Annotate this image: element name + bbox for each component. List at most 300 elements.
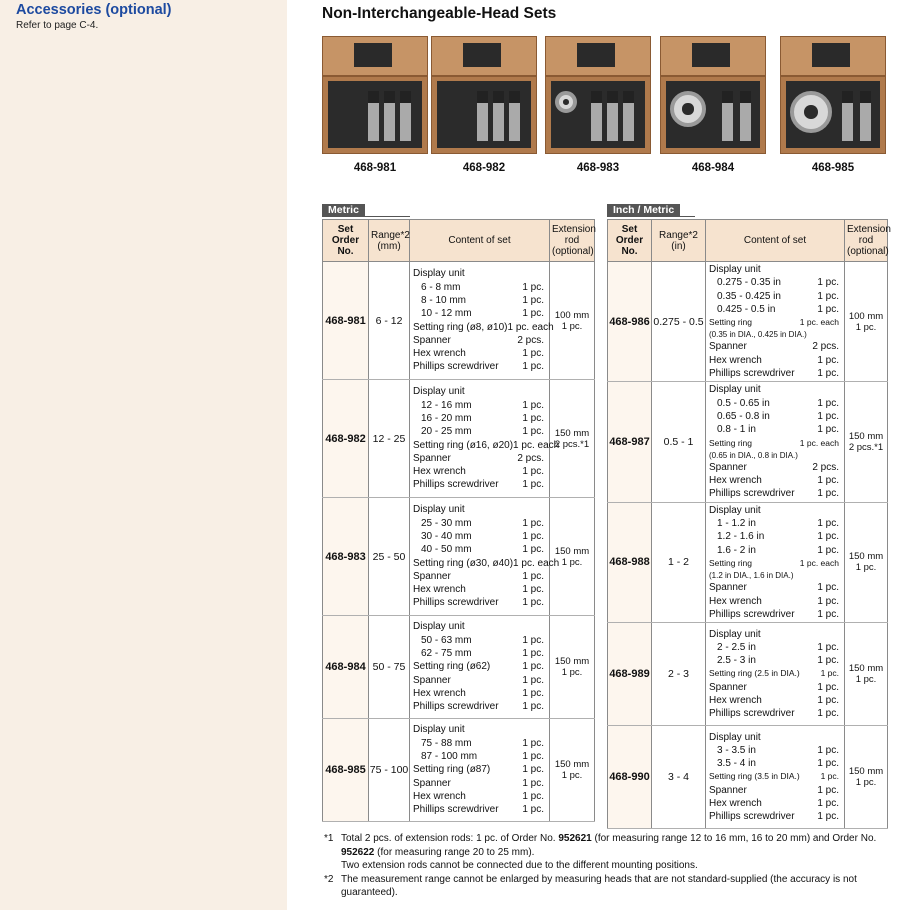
content-item xyxy=(413,439,560,452)
range-cell: 12 - 25 xyxy=(369,380,410,498)
content-item xyxy=(709,810,841,823)
content-item xyxy=(413,790,546,803)
inch-header-order: Set Order No. xyxy=(608,220,652,262)
content-item xyxy=(413,267,546,280)
footnote-1 xyxy=(324,832,894,873)
set-order-no: 468-986 xyxy=(608,262,652,382)
metric-header-content: Content of set xyxy=(410,220,550,262)
content-cell xyxy=(410,262,554,380)
metric-header-order: Set Order No. xyxy=(323,220,369,262)
content-item-name: 87 - 100 mm xyxy=(421,751,478,763)
set-order-no: 468-984 xyxy=(323,616,369,719)
content-item xyxy=(413,360,546,373)
content-item-qty: 1 pc. xyxy=(522,764,544,776)
extension-rod-qty: 1 pc. xyxy=(561,667,583,678)
content-item-qty xyxy=(544,620,546,633)
content-item xyxy=(413,700,546,713)
table-row xyxy=(608,623,888,726)
content-item xyxy=(413,465,546,478)
content-item-qty: 1 pc. xyxy=(522,701,544,713)
content-item-name: Setting ring (2.5 in DIA.) xyxy=(709,668,800,679)
extension-rod-qty: 1 pc. xyxy=(561,770,583,781)
footnote-2-mark: *2 xyxy=(324,873,334,885)
content-item-name: Display unit xyxy=(709,384,761,396)
product-photo xyxy=(431,36,537,154)
content-item xyxy=(413,452,546,465)
content-item xyxy=(413,425,546,438)
content-item-name: Display unit xyxy=(709,628,761,640)
content-item-qty: 1 pc. xyxy=(522,661,544,673)
content-item xyxy=(413,543,546,556)
content-item-name: Setting ring (ø87) xyxy=(413,764,491,776)
table-row xyxy=(608,382,888,502)
content-item-name: 6 - 8 mm xyxy=(421,281,461,293)
set-order-no: 468-983 xyxy=(323,498,369,616)
range-cell: 75 - 100 xyxy=(369,719,410,822)
product-photo-label: 468-983 xyxy=(576,162,620,174)
content-item-qty: 1 pc. xyxy=(522,412,544,424)
content-item xyxy=(709,367,841,380)
content-item xyxy=(413,294,546,307)
content-item-qty: 1 pc. xyxy=(817,488,839,500)
content-item-qty: 1 pc. xyxy=(817,303,839,315)
inch-tag-rule xyxy=(607,216,695,217)
content-item-qty: 1 pc. each xyxy=(513,557,560,569)
content-item-qty: 1 pc. xyxy=(522,294,544,306)
content-item-name: 50 - 63 mm xyxy=(421,634,472,646)
content-item-qty xyxy=(839,383,841,396)
accessories-reference: Refer to page C-4. xyxy=(16,20,99,31)
footnote-2 xyxy=(324,873,894,900)
content-item-qty xyxy=(544,267,546,280)
content-item xyxy=(413,503,546,516)
content-item-qty: 1 pc. xyxy=(820,668,839,679)
content-item-name: 16 - 20 mm xyxy=(421,412,472,424)
extension-rod-cell xyxy=(845,502,888,622)
content-item-name: 75 - 88 mm xyxy=(421,737,472,749)
content-item-qty xyxy=(544,723,546,736)
set-order-no: 468-988 xyxy=(608,502,652,622)
content-item-qty: 2 pcs. xyxy=(812,461,839,473)
extension-rod-qty: 1 pc. xyxy=(855,321,877,333)
content-item-name: Phillips screwdriver xyxy=(709,708,795,720)
table-row xyxy=(323,498,595,616)
content-item-qty: 1 pc. xyxy=(817,582,839,594)
content-item xyxy=(413,307,546,320)
content-item-qty: 1 pc. xyxy=(817,784,839,796)
extension-rod-cell xyxy=(550,719,595,822)
content-item-qty: 1 pc. xyxy=(522,348,544,360)
content-item-name: Hex wrench xyxy=(413,790,466,802)
content-cell xyxy=(706,623,845,726)
content-item-qty xyxy=(839,263,841,276)
content-item xyxy=(413,478,546,491)
content-item xyxy=(413,723,546,736)
content-item-qty: 1 pc. xyxy=(817,655,839,667)
content-item-name: Display unit xyxy=(413,621,465,633)
extension-rod-length: 150 mm xyxy=(554,656,590,667)
content-item xyxy=(413,750,546,763)
content-item-qty: 2 pcs. xyxy=(812,341,839,353)
content-item-qty: 1 pc. xyxy=(522,648,544,660)
content-item-qty: 1 pc. xyxy=(522,281,544,293)
content-item-name: Phillips screwdriver xyxy=(709,608,795,620)
setting-ring-note: (0.65 in DIA., 0.8 in DIA.) xyxy=(709,450,798,460)
content-item-name: Hex wrench xyxy=(413,687,466,699)
content-cell xyxy=(410,380,560,498)
footnote-1-line2: Two extension rods cannot be connected due to the different mounting positions. xyxy=(341,860,698,871)
content-item-name: Spanner xyxy=(709,341,747,353)
extension-rod-cell xyxy=(845,262,888,382)
content-item xyxy=(709,784,841,797)
content-item-name: Hex wrench xyxy=(709,695,762,707)
content-item xyxy=(709,397,841,410)
content-item-name: 1 - 1.2 in xyxy=(717,518,756,530)
content-item-name: Setting ring (ø16, ø20) xyxy=(413,439,514,451)
content-item xyxy=(709,628,841,641)
table-row xyxy=(323,262,595,380)
content-item xyxy=(709,731,841,744)
content-item-name: Display unit xyxy=(709,264,761,275)
content-cell xyxy=(706,502,845,622)
content-item xyxy=(709,263,841,276)
content-item-qty: 1 pc. xyxy=(817,354,839,366)
content-item xyxy=(709,797,841,810)
extension-rod-cell xyxy=(550,262,595,380)
extension-rod-qty: 1 pc. xyxy=(561,556,583,568)
table-row xyxy=(323,719,595,822)
content-item-name: 8 - 10 mm xyxy=(421,294,467,306)
setting-ring-note: (1.2 in DIA., 1.6 in DIA.) xyxy=(709,571,794,581)
content-item-qty: 1 pc. xyxy=(522,544,544,556)
content-item-name: Setting ring (3.5 in DIA.) xyxy=(709,771,800,782)
product-photo-label: 468-982 xyxy=(462,162,506,174)
content-item-qty: 1 pc. xyxy=(817,695,839,707)
content-item xyxy=(413,334,546,347)
content-item-name: 3 - 3.5 in xyxy=(717,744,756,756)
content-item-name: Phillips screwdriver xyxy=(709,488,795,500)
extension-rod-length: 150 mm xyxy=(554,545,590,557)
footnote-1-part3: (for measuring range 20 to 25 mm). xyxy=(377,846,535,858)
content-item-qty: 1 pc. xyxy=(522,790,544,802)
content-item-name: Hex wrench xyxy=(709,354,762,366)
content-item-name: Hex wrench xyxy=(413,348,466,360)
extension-rod-length: 150 mm xyxy=(554,427,590,439)
content-item-qty: 1 pc. xyxy=(817,641,839,653)
content-item-name: Display unit xyxy=(413,386,465,398)
content-item-qty: 1 pc. xyxy=(522,674,544,686)
extension-rod-qty: 1 pc. xyxy=(561,320,583,332)
content-item xyxy=(709,276,841,289)
content-item xyxy=(709,581,841,594)
content-cell xyxy=(410,616,550,719)
content-item-qty: 1 pc. xyxy=(522,737,544,749)
content-item-qty xyxy=(839,504,841,517)
inch-header-range: Range*2 (in) xyxy=(652,220,706,262)
content-item xyxy=(413,596,546,609)
extension-rod-cell xyxy=(845,623,888,726)
content-item-name: Spanner xyxy=(413,777,451,789)
content-item xyxy=(413,674,546,687)
content-item-name: 0.275 - 0.35 in xyxy=(717,277,781,289)
table-row xyxy=(608,726,888,829)
content-item-qty: 1 pc. each xyxy=(799,557,839,568)
extension-rod-qty: 1 pc. xyxy=(855,562,877,574)
content-item xyxy=(413,385,546,398)
content-item xyxy=(709,383,841,396)
content-item-qty: 1 pc. xyxy=(522,584,544,596)
content-item-qty: 1 pc. each xyxy=(799,317,839,328)
content-item-name: Setting ring (ø8, ø10) xyxy=(413,321,508,333)
content-item-name: Phillips screwdriver xyxy=(709,368,795,380)
content-cell xyxy=(706,726,845,829)
extension-rod-length: 100 mm xyxy=(554,309,590,321)
content-item-qty: 1 pc. xyxy=(817,708,839,720)
content-item-qty: 1 pc. xyxy=(522,517,544,529)
content-item-qty: 1 pc. xyxy=(522,530,544,542)
content-item xyxy=(709,641,841,654)
extension-rod-length: 150 mm xyxy=(848,663,884,675)
content-item xyxy=(413,647,546,660)
content-item xyxy=(413,570,546,583)
order-no-952621: 952621 xyxy=(558,833,592,844)
page-title: Non-Interchangeable-Head Sets xyxy=(322,5,557,22)
content-item xyxy=(709,544,841,557)
content-item xyxy=(709,667,841,680)
content-item-name: Phillips screwdriver xyxy=(413,361,499,373)
range-cell: 3 - 4 xyxy=(652,726,706,829)
set-order-no: 468-982 xyxy=(323,380,369,498)
table-row xyxy=(323,616,595,719)
content-item-name: Setting ring (ø62) xyxy=(413,661,491,673)
content-item-name: Hex wrench xyxy=(413,584,466,596)
content-item xyxy=(709,340,841,353)
content-item-qty: 1 pc. xyxy=(522,361,544,373)
content-cell xyxy=(706,262,845,382)
content-item xyxy=(709,290,841,303)
content-item-name: 0.8 - 1 in xyxy=(717,424,756,436)
content-item-qty: 2 pcs. xyxy=(517,452,544,464)
content-item xyxy=(709,461,841,474)
content-item-qty: 1 pc. each xyxy=(507,321,554,333)
setting-ring-note: (0.35 in DIA., 0.425 in DIA.) xyxy=(709,330,807,340)
content-item-qty xyxy=(544,503,546,516)
set-order-no: 468-990 xyxy=(608,726,652,829)
content-item-name: Display unit xyxy=(413,724,465,736)
extension-rod-cell xyxy=(550,380,595,498)
content-item xyxy=(709,757,841,770)
footnote-1-part1: Total 2 pcs. of extension rods: 1 pc. of Order No. xyxy=(341,833,556,844)
content-item xyxy=(709,654,841,667)
content-item-name: 0.35 - 0.425 in xyxy=(717,290,781,302)
product-photo xyxy=(780,36,886,154)
content-item xyxy=(709,608,841,621)
content-item-name: Phillips screwdriver xyxy=(413,701,499,713)
metric-tag: Metric xyxy=(322,204,365,217)
product-photo xyxy=(660,36,766,154)
set-order-no: 468-989 xyxy=(608,623,652,726)
content-item-qty: 1 pc. xyxy=(817,424,839,436)
content-item-qty: 1 pc. xyxy=(522,466,544,478)
content-item xyxy=(413,634,546,647)
product-photo-label: 468-985 xyxy=(811,162,855,174)
content-item-qty: 1 pc. xyxy=(522,479,544,491)
set-order-no: 468-985 xyxy=(323,719,369,822)
content-item-name: Display unit xyxy=(413,504,465,516)
main-content xyxy=(287,0,900,910)
content-item-name: Display unit xyxy=(413,268,465,280)
content-item-name: Phillips screwdriver xyxy=(413,804,499,816)
content-item xyxy=(709,437,841,450)
content-item-name: Spanner xyxy=(709,582,747,594)
extension-rod-cell xyxy=(550,616,595,719)
content-item xyxy=(709,694,841,707)
set-order-no: 468-987 xyxy=(608,382,652,502)
content-item xyxy=(709,423,841,436)
content-item-name: Hex wrench xyxy=(709,475,762,487)
accessories-title: Accessories (optional) xyxy=(16,2,172,18)
product-photos xyxy=(287,36,900,186)
content-item-name: 40 - 50 mm xyxy=(421,544,472,556)
range-cell: 6 - 12 xyxy=(369,262,410,380)
content-item-name: 30 - 40 mm xyxy=(421,530,472,542)
content-item xyxy=(709,530,841,543)
content-item-qty: 1 pc. each xyxy=(799,437,839,448)
range-cell: 1 - 2 xyxy=(652,502,706,622)
content-item-name: Setting ring xyxy=(709,437,752,448)
content-item-name: Spanner xyxy=(413,452,451,464)
content-item-qty: 1 pc. xyxy=(522,308,544,320)
content-item xyxy=(413,687,546,700)
content-item xyxy=(709,504,841,517)
content-item-qty: 1 pc. xyxy=(817,475,839,487)
content-item xyxy=(709,487,841,500)
content-item-qty xyxy=(839,628,841,641)
extension-rod-length: 150 mm xyxy=(848,431,884,443)
content-item-name: 0.425 - 0.5 in xyxy=(717,303,776,315)
content-item xyxy=(709,557,841,570)
content-item xyxy=(413,412,546,425)
content-item-name: 0.65 - 0.8 in xyxy=(717,410,770,422)
inch-header-ext: Extension rod (optional) xyxy=(845,220,888,262)
table-row xyxy=(608,262,888,382)
content-item-name: Setting ring (ø30, ø40) xyxy=(413,557,514,569)
content-item-name: Phillips screwdriver xyxy=(413,479,499,491)
metric-table xyxy=(322,219,595,822)
range-cell: 2 - 3 xyxy=(652,623,706,726)
metric-header-ext: Extension rod (optional) xyxy=(550,220,595,262)
extension-rod-length: 150 mm xyxy=(848,766,884,778)
content-item-name: Spanner xyxy=(413,570,451,582)
content-item-qty: 1 pc. xyxy=(817,410,839,422)
content-item-name: 62 - 75 mm xyxy=(421,648,472,660)
product-photo xyxy=(545,36,651,154)
content-item-qty: 1 pc. xyxy=(817,744,839,756)
extension-rod-length: 150 mm xyxy=(554,759,590,770)
content-item-name: Spanner xyxy=(709,461,747,473)
content-item xyxy=(709,707,841,720)
metric-tag-rule xyxy=(322,216,410,217)
content-item-qty: 1 pc. xyxy=(522,597,544,609)
footnotes xyxy=(324,832,894,900)
order-no-952622: 952622 xyxy=(341,846,375,858)
inch-table xyxy=(607,219,891,829)
content-item xyxy=(709,517,841,530)
content-item-name: Hex wrench xyxy=(413,466,466,478)
footnote-1-part2: (for measuring range 12 to 16 mm, 16 to 20 mm) and Order No. xyxy=(594,833,877,844)
range-cell: 25 - 50 xyxy=(369,498,410,616)
content-item-name: Hex wrench xyxy=(709,595,762,607)
content-item-name: 2.5 - 3 in xyxy=(717,655,756,667)
set-order-no: 468-981 xyxy=(323,262,369,380)
extension-rod-cell xyxy=(845,726,888,829)
content-item xyxy=(413,737,546,750)
content-item-qty: 1 pc. xyxy=(820,771,839,782)
content-item-name: Hex wrench xyxy=(709,798,762,810)
table-row xyxy=(323,380,595,498)
content-item-name: Display unit xyxy=(709,731,761,743)
content-item-qty: 1 pc. xyxy=(522,804,544,816)
content-item-name: Setting ring xyxy=(709,317,752,328)
content-item-name: Spanner xyxy=(413,674,451,686)
content-item-qty: 1 pc. xyxy=(817,277,839,289)
content-item xyxy=(413,321,554,334)
content-item-qty: 1 pc. xyxy=(817,531,839,543)
content-item-name: 1.2 - 1.6 in xyxy=(717,531,765,543)
content-item-name: Display unit xyxy=(709,504,761,516)
content-item xyxy=(709,744,841,757)
content-item-name: Spanner xyxy=(413,334,451,346)
content-item-qty: 1 pc. xyxy=(817,544,839,556)
content-item xyxy=(709,354,841,367)
content-item xyxy=(413,557,560,570)
sidebar xyxy=(0,0,287,910)
content-item-name: Setting ring xyxy=(709,557,752,568)
content-item-qty: 1 pc. xyxy=(522,570,544,582)
content-item-qty: 1 pc. xyxy=(817,518,839,530)
footnote-2-text: The measurement range cannot be enlarged by measuring heads that are not standard-supplied (the accuracy is not guaranteed). xyxy=(341,873,857,898)
extension-rod-length: 150 mm xyxy=(848,551,884,563)
content-item-name: Phillips screwdriver xyxy=(709,811,795,823)
content-item-qty: 1 pc. xyxy=(817,798,839,810)
footnote-1-text xyxy=(341,832,894,873)
extension-rod-qty: 2 pcs.*1 xyxy=(848,442,884,454)
product-photo-label: 468-981 xyxy=(353,162,397,174)
range-cell: 50 - 75 xyxy=(369,616,410,719)
content-item xyxy=(413,660,546,673)
content-cell xyxy=(410,719,550,822)
content-item-qty: 1 pc. xyxy=(522,777,544,789)
extension-rod-qty: 2 pcs.*1 xyxy=(554,438,590,450)
content-item xyxy=(413,530,546,543)
inch-tag: Inch / Metric xyxy=(607,204,680,217)
content-item-qty: 1 pc. xyxy=(522,687,544,699)
content-item-name: 2 - 2.5 in xyxy=(717,641,756,653)
content-item-qty: 1 pc. xyxy=(522,634,544,646)
content-item-name: 12 - 16 mm xyxy=(421,399,472,411)
content-item-qty: 1 pc. xyxy=(817,368,839,380)
content-item xyxy=(709,681,841,694)
content-item-qty: 2 pcs. xyxy=(517,334,544,346)
content-item xyxy=(413,517,546,530)
content-item-qty: 1 pc. xyxy=(522,426,544,438)
content-item-qty: 1 pc. xyxy=(522,399,544,411)
content-item xyxy=(709,595,841,608)
content-item xyxy=(413,777,546,790)
content-item-qty xyxy=(544,385,546,398)
content-item xyxy=(413,347,546,360)
content-item-qty: 1 pc. xyxy=(817,290,839,302)
